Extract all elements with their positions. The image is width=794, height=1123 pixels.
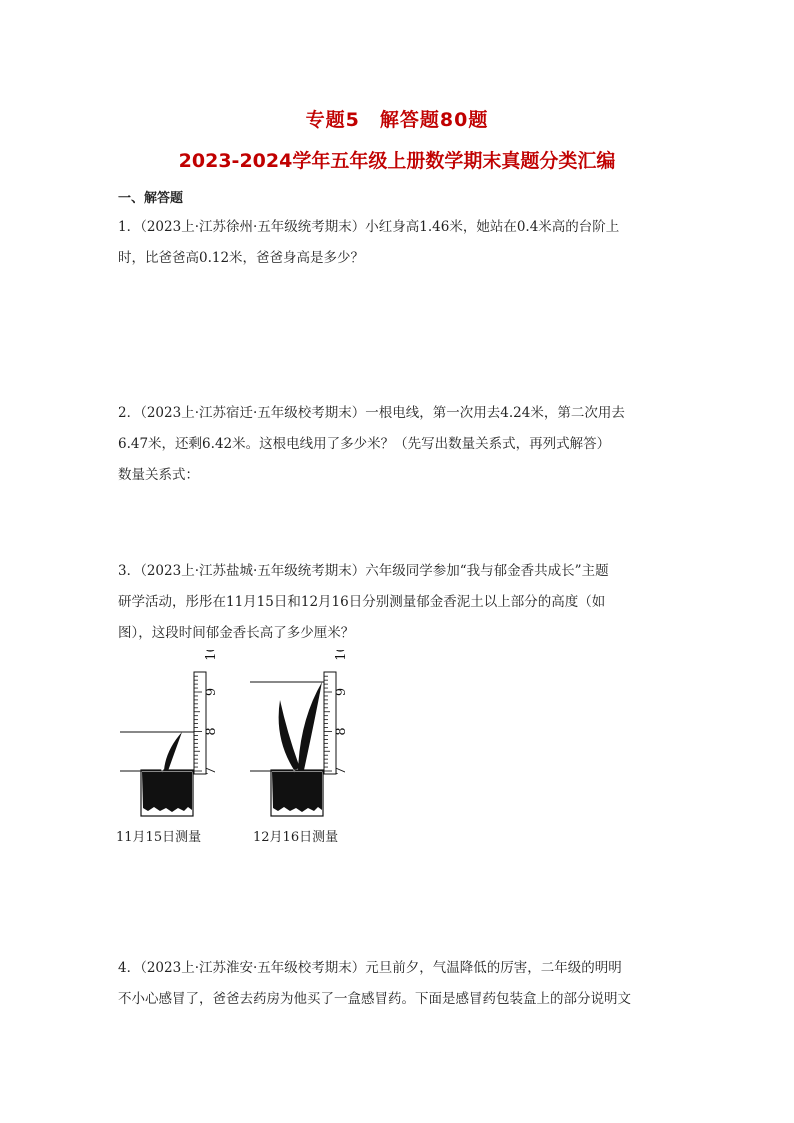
right-soil xyxy=(272,772,322,812)
question-4-line-1: 4．（2023上·江苏淮安·五年级校考期末）元旦前夕，气温降低的厉害，二年级的明明 xyxy=(118,960,622,976)
right-leaf-right xyxy=(298,682,322,770)
right-leaf-left xyxy=(279,700,300,770)
ruler-label: 10 xyxy=(204,650,219,661)
question-1 xyxy=(118,212,678,274)
question-3-line-2: 研学活动，彤彤在11月15日和12月16日分别测量郁金香泥土以上部分的高度（如 xyxy=(118,594,606,610)
ruler-label: 8 xyxy=(334,727,349,736)
ruler-label: 8 xyxy=(204,727,219,736)
ruler-label: 10 xyxy=(334,650,349,661)
page-title: 专题5 解答题80题 xyxy=(305,109,489,131)
question-2-line-3: 数量关系式： xyxy=(118,467,199,483)
ruler-label: 9 xyxy=(204,687,219,697)
tulip-measurement-figure xyxy=(110,650,370,850)
left-ruler xyxy=(194,672,206,774)
caption-right: 12月16日测量 xyxy=(253,830,339,845)
question-3-line-1: 3．（2023上·江苏盐城·五年级统考期末）六年级同学参加“我与郁金香共成长”主题 xyxy=(118,563,609,579)
section-heading: 一、解答题 xyxy=(118,191,184,206)
right-measurement xyxy=(250,672,336,816)
ruler-label: 7 xyxy=(334,766,349,776)
question-4-line-2: 不小心感冒了，爸爸去药房为他买了一盒感冒药。下面是感冒药包装盒上的部分说明文 xyxy=(118,991,631,1007)
ruler-label: 9 xyxy=(334,687,349,697)
left-measurement xyxy=(120,672,206,816)
tulip-figure-svg xyxy=(110,650,370,850)
question-1-line-2: 时，比爸爸高0.12米，爸爸身高是多少？ xyxy=(118,250,365,266)
question-3-line-3: 图），这段时间郁金香长高了多少厘米？ xyxy=(118,625,355,641)
question-2-line-2: 6.47米，还剩6.42米。这根电线用了多少米？（先写出数量关系式，再列式解答） xyxy=(118,436,611,452)
left-leaf xyxy=(164,732,182,771)
question-4 xyxy=(118,953,678,1015)
left-soil xyxy=(142,772,192,812)
ruler-label: 7 xyxy=(204,766,219,776)
question-3 xyxy=(118,556,678,649)
question-2-line-1: 2．（2023上·江苏宿迁·五年级校考期末）一根电线，第一次用去4.24米，第二次用去 xyxy=(118,405,625,421)
caption-left: 11月15日测量 xyxy=(116,830,202,845)
page-subtitle: 2023-2024学年五年级上册数学期末真题分类汇编 xyxy=(178,150,616,172)
right-ruler xyxy=(324,672,336,774)
question-2 xyxy=(118,398,678,491)
question-1-line-1: 1．（2023上·江苏徐州·五年级统考期末）小红身高1.46米，她站在0.4米高的台阶上 xyxy=(118,219,620,235)
